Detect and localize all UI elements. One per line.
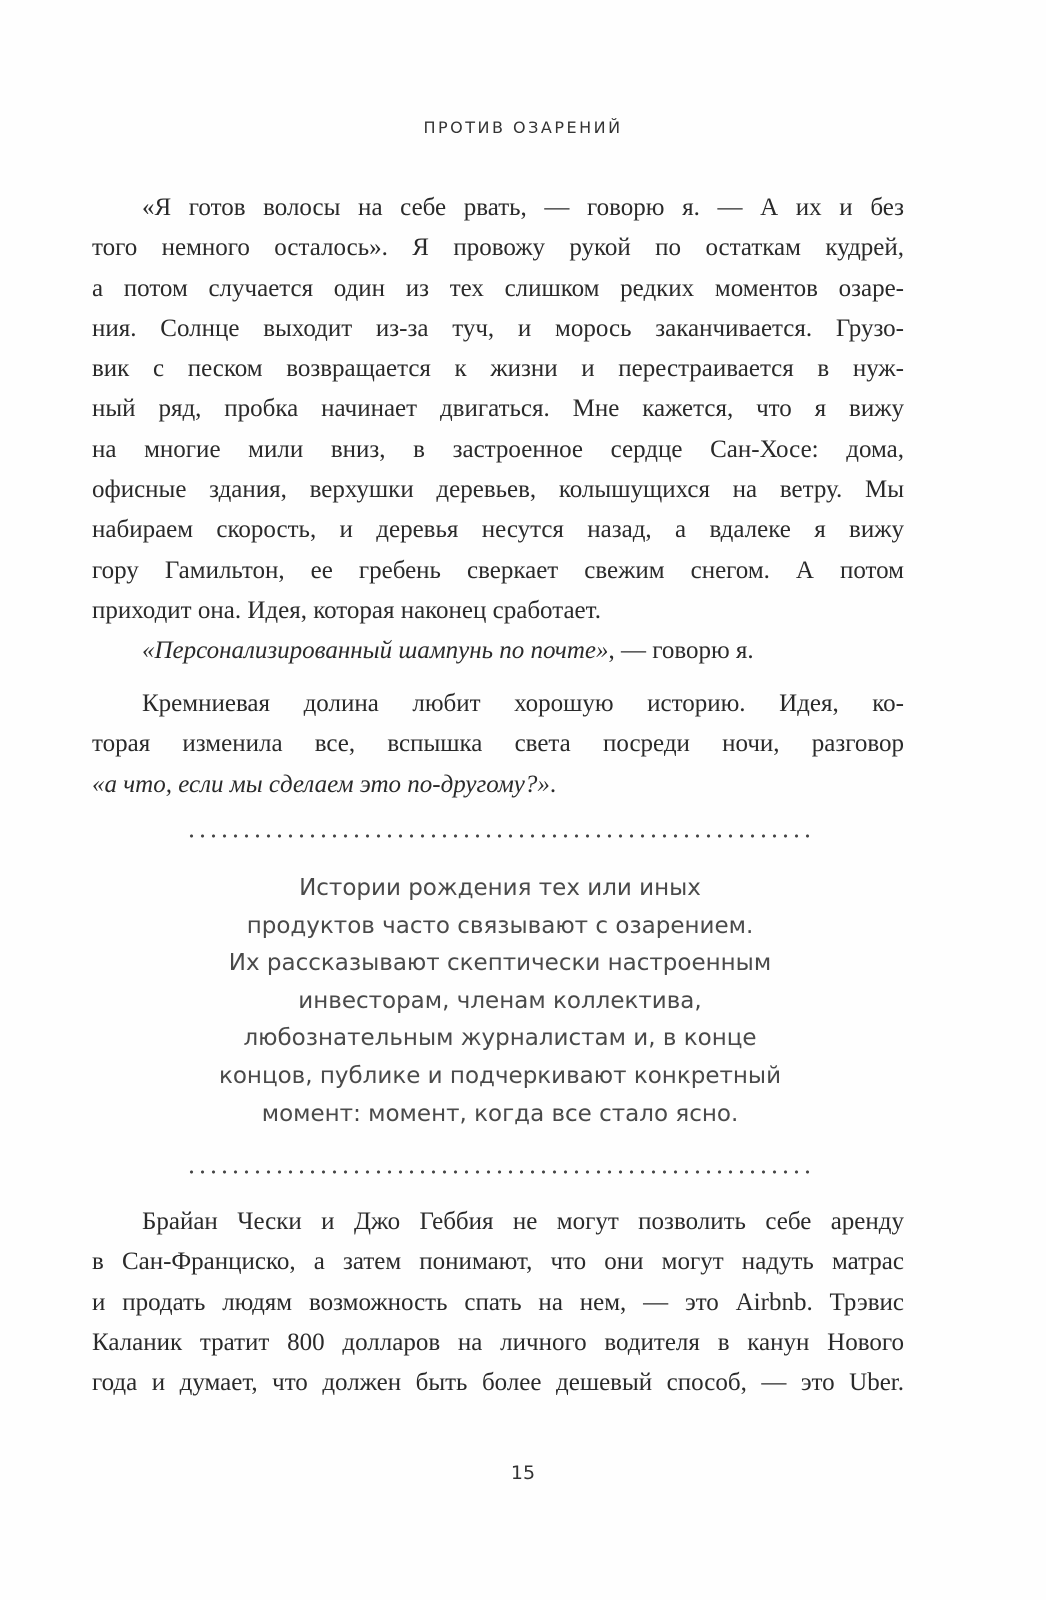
text-line: ный ряд, пробка начинает двигаться. Мне кажется, что я вижу [92, 395, 904, 423]
dotted-divider-top [186, 834, 814, 838]
page-number: 15 [510, 1462, 536, 1484]
running-head: ПРОТИВ ОЗАРЕНИЙ [423, 118, 623, 137]
text-line: ния. Солнце выходит из-за туч, и морось заканчивается. Грузо- [92, 314, 904, 342]
text-line: того немного осталось». Я провожу рукой по остаткам кудрей, [92, 234, 904, 262]
paragraph-2 [92, 684, 904, 805]
text-line: гору Гамильтон, ее гребень сверкает свежим снегом. А потом [92, 556, 904, 584]
text-line: Кремниевая долина любит хорошую историю. Идея, ко- [142, 690, 904, 717]
pull-quote-line: концов, публике и подчеркивают конкретный [218, 1062, 782, 1089]
text-line [92, 765, 904, 805]
quote-tail: , — говорю я. [608, 637, 754, 665]
text-line: набираем скорость, и деревья несутся назад, а вдалеке я вижу [92, 516, 904, 544]
paragraph-3 [92, 1202, 904, 1403]
dotted-divider-bottom [186, 1170, 814, 1174]
text-line: «Я готов волосы на себе рвать, — говорю я. — А их и без [142, 194, 904, 221]
italic-phrase: «а что, если мы сделаем это по-другому?» [92, 770, 550, 798]
phrase-tail: . [549, 770, 557, 798]
italic-quote: «Персонализированный шампунь по почте» [142, 637, 609, 665]
text-line: торая изменила все, вспышка света посреди ночи, разговор [92, 730, 904, 758]
paragraph-1 [92, 188, 904, 672]
pull-quote [100, 870, 900, 1133]
text-line: в Сан-Франциско, а затем понимают, что они могут надуть матрас [92, 1248, 904, 1276]
pull-quote-line: Их рассказывают скептически настроенным [228, 950, 772, 977]
text-line: вик с песком возвращается к жизни и перестраивается в нуж- [92, 355, 904, 383]
text-line: года и думает, что должен быть более дешевый способ, — это Uber. [92, 1369, 904, 1397]
pull-quote-line: инвесторам, членам коллектива, [298, 987, 702, 1014]
dialogue-line [92, 631, 904, 671]
text-line: Каланик тратит 800 долларов на личного водителя в канун Нового [92, 1328, 904, 1356]
pull-quote-line: продуктов часто связывают с озарением. [246, 912, 754, 939]
text-line: Брайан Чески и Джо Геббия не могут позволить себе аренду [142, 1208, 904, 1235]
pull-quote-line: любознательным журналистам и, в конце [243, 1025, 757, 1052]
pull-quote-line: Истории рождения тех или иных [299, 875, 701, 901]
text-line: а потом случается один из тех слишком редких моментов озаре- [92, 274, 904, 302]
text-line: приходит она. Идея, которая наконец сработает. [92, 596, 601, 624]
text-line: и продать людям возможность спать на нем, — это Airbnb. Трэвис [92, 1288, 904, 1316]
pull-quote-line: момент: момент, когда все стало ясно. [261, 1100, 739, 1127]
text-line: офисные здания, верхушки деревьев, колышущихся на ветру. Мы [92, 476, 904, 504]
text-line: на многие мили вниз, в застроенное сердце Сан-Хосе: дома, [92, 435, 904, 463]
